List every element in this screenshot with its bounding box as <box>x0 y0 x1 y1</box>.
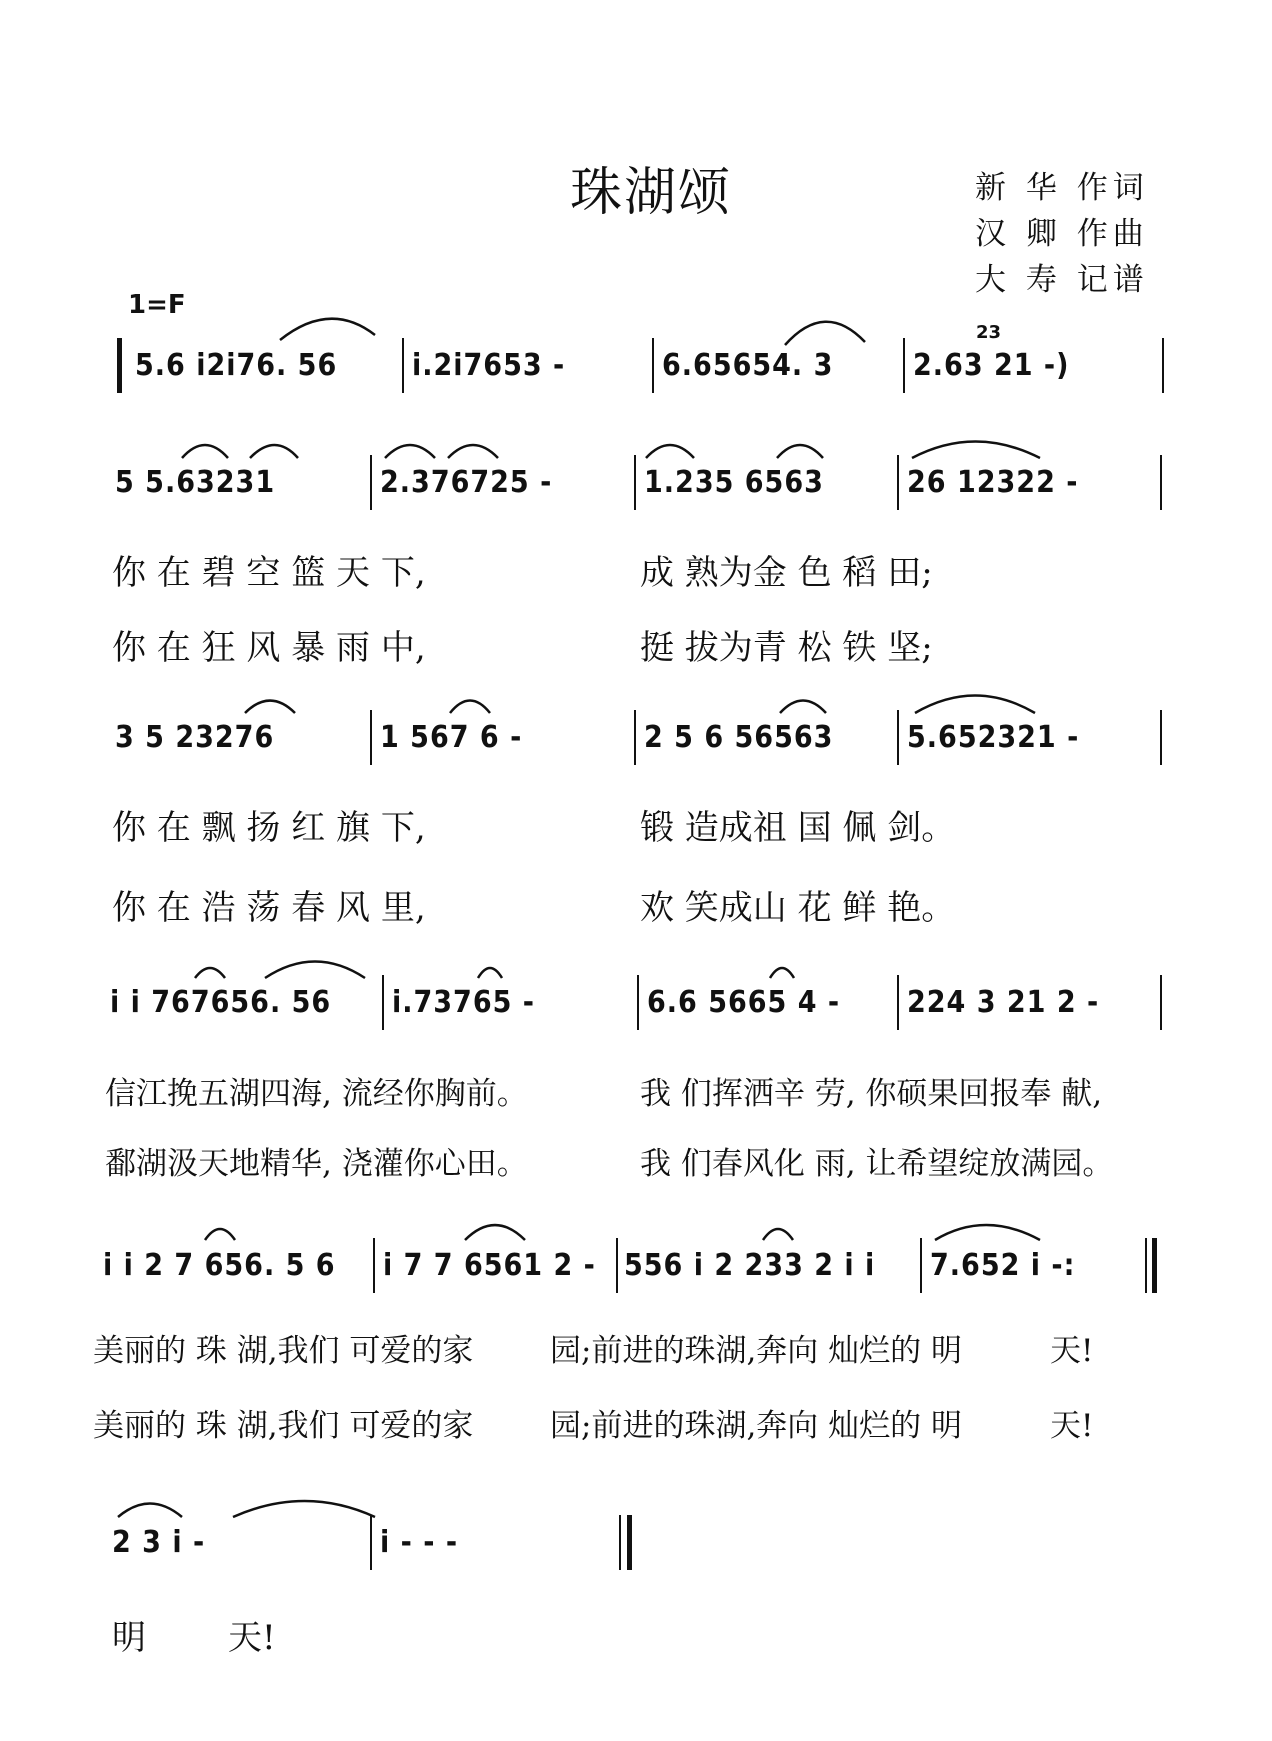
slur <box>245 701 295 714</box>
slur <box>763 1229 793 1240</box>
slur <box>280 319 375 340</box>
lyric-5-1a: 美丽的 珠 湖,我们 可爱的家 <box>93 1333 474 1369</box>
measure-3-1: 3 5 23276 <box>115 720 275 755</box>
lyric-2-1b: 成 熟为金 色 稻 田; <box>640 553 933 593</box>
lyricist-credit: 新 华 作词 <box>975 170 1149 206</box>
measure-1-1: 5.6 i2i76. 56 <box>135 348 338 383</box>
measure-3-2: 1 567 6 - <box>380 720 523 755</box>
measure-5-1: i i 2 7 656. 5 6 <box>103 1248 336 1283</box>
slur <box>478 968 502 978</box>
measure-2-3: 1.235 6563 <box>644 465 824 500</box>
slur <box>770 968 794 978</box>
measure-1-2: i.2i7653 - <box>412 348 566 383</box>
lyric-5-2c: 天! <box>1050 1408 1094 1444</box>
slur <box>935 1225 1040 1240</box>
measure-2-2: 2.376725 - <box>380 465 553 500</box>
slur <box>205 1229 235 1240</box>
measure-5-3: 556 i 2 233 2 i i <box>624 1248 876 1283</box>
slur <box>646 445 694 458</box>
measure-2-1: 5 5.63231 <box>115 465 276 500</box>
lyric-5-1b: 园;前进的珠湖,奔向 灿烂的 明 <box>550 1333 963 1369</box>
slur <box>118 1504 182 1518</box>
slur <box>912 442 1040 459</box>
lyric-4-2b: 我 们春风化 雨, 让希望绽放满园。 <box>640 1146 1114 1182</box>
lyric-4-1b: 我 们挥洒辛 劳, 你硕果回报奉 献, <box>640 1076 1103 1112</box>
composer-credit: 汉 卿 作曲 <box>975 216 1149 252</box>
slur <box>250 445 298 458</box>
lyric-3-1b: 锻 造成祖 国 佩 剑。 <box>640 808 956 848</box>
slur <box>385 445 435 458</box>
slur <box>465 1225 525 1240</box>
slur <box>195 968 225 978</box>
measure-5-4: 7.652 i -: <box>930 1248 1076 1283</box>
measure-3-4: 5.652321 - <box>907 720 1080 755</box>
lyric-5-2b: 园;前进的珠湖,奔向 灿烂的 明 <box>550 1408 963 1444</box>
measure-4-4: 224 3 21 2 - <box>907 985 1100 1020</box>
lyric-3-2a: 你 在 浩 荡 春 风 里, <box>112 888 426 928</box>
measure-6-2: i - - - <box>380 1525 459 1560</box>
lyric-4-2a: 鄱湖汲天地精华, 浇灌你心田。 <box>105 1146 528 1182</box>
measure-4-3: 6.6 5665 4 - <box>647 985 841 1020</box>
lyric-3-1a: 你 在 飘 扬 红 旗 下, <box>112 808 426 848</box>
slur <box>182 445 228 458</box>
slur <box>265 962 365 979</box>
slur <box>777 445 823 458</box>
lyric-2-1a: 你 在 碧 空 篮 天 下, <box>112 553 426 593</box>
lyric-5-2a: 美丽的 珠 湖,我们 可爱的家 <box>93 1408 474 1444</box>
song-title: 珠湖颂 <box>570 163 733 223</box>
key-signature: 1=F <box>128 290 186 320</box>
lyric-6-2: 天! <box>228 1618 276 1658</box>
slur <box>785 322 865 345</box>
lyric-6-1: 明 <box>112 1618 146 1658</box>
slur <box>448 445 498 458</box>
lyric-3-2b: 欢 笑成山 花 鲜 艳。 <box>640 888 956 928</box>
lyric-4-1a: 信江挽五湖四海, 流经你胸前。 <box>105 1076 528 1112</box>
measure-4-2: i.73765 - <box>392 985 535 1020</box>
grace-note: 23 <box>976 322 1002 343</box>
measure-1-3: 6.65654. 3 <box>662 348 834 383</box>
slur <box>915 696 1035 714</box>
measure-4-1: i i 767656. 56 <box>110 985 332 1020</box>
measure-5-2: i 7 7 6561 2 - <box>383 1248 596 1283</box>
measure-6-1: 2 3 i - <box>112 1525 206 1560</box>
lyric-2-2b: 挺 拔为青 松 铁 坚; <box>640 628 933 668</box>
lyric-2-2a: 你 在 狂 风 暴 雨 中, <box>112 628 426 668</box>
measure-3-3: 2 5 6 56563 <box>644 720 834 755</box>
slur <box>233 1501 375 1517</box>
measure-1-4: 2.63 21 -) <box>913 348 1070 383</box>
measure-2-4: 26 12322 - <box>907 465 1079 500</box>
transcriber-credit: 大 寿 记谱 <box>975 262 1149 298</box>
lyric-5-1c: 天! <box>1050 1333 1094 1369</box>
slur <box>780 701 826 714</box>
slur <box>450 701 490 714</box>
